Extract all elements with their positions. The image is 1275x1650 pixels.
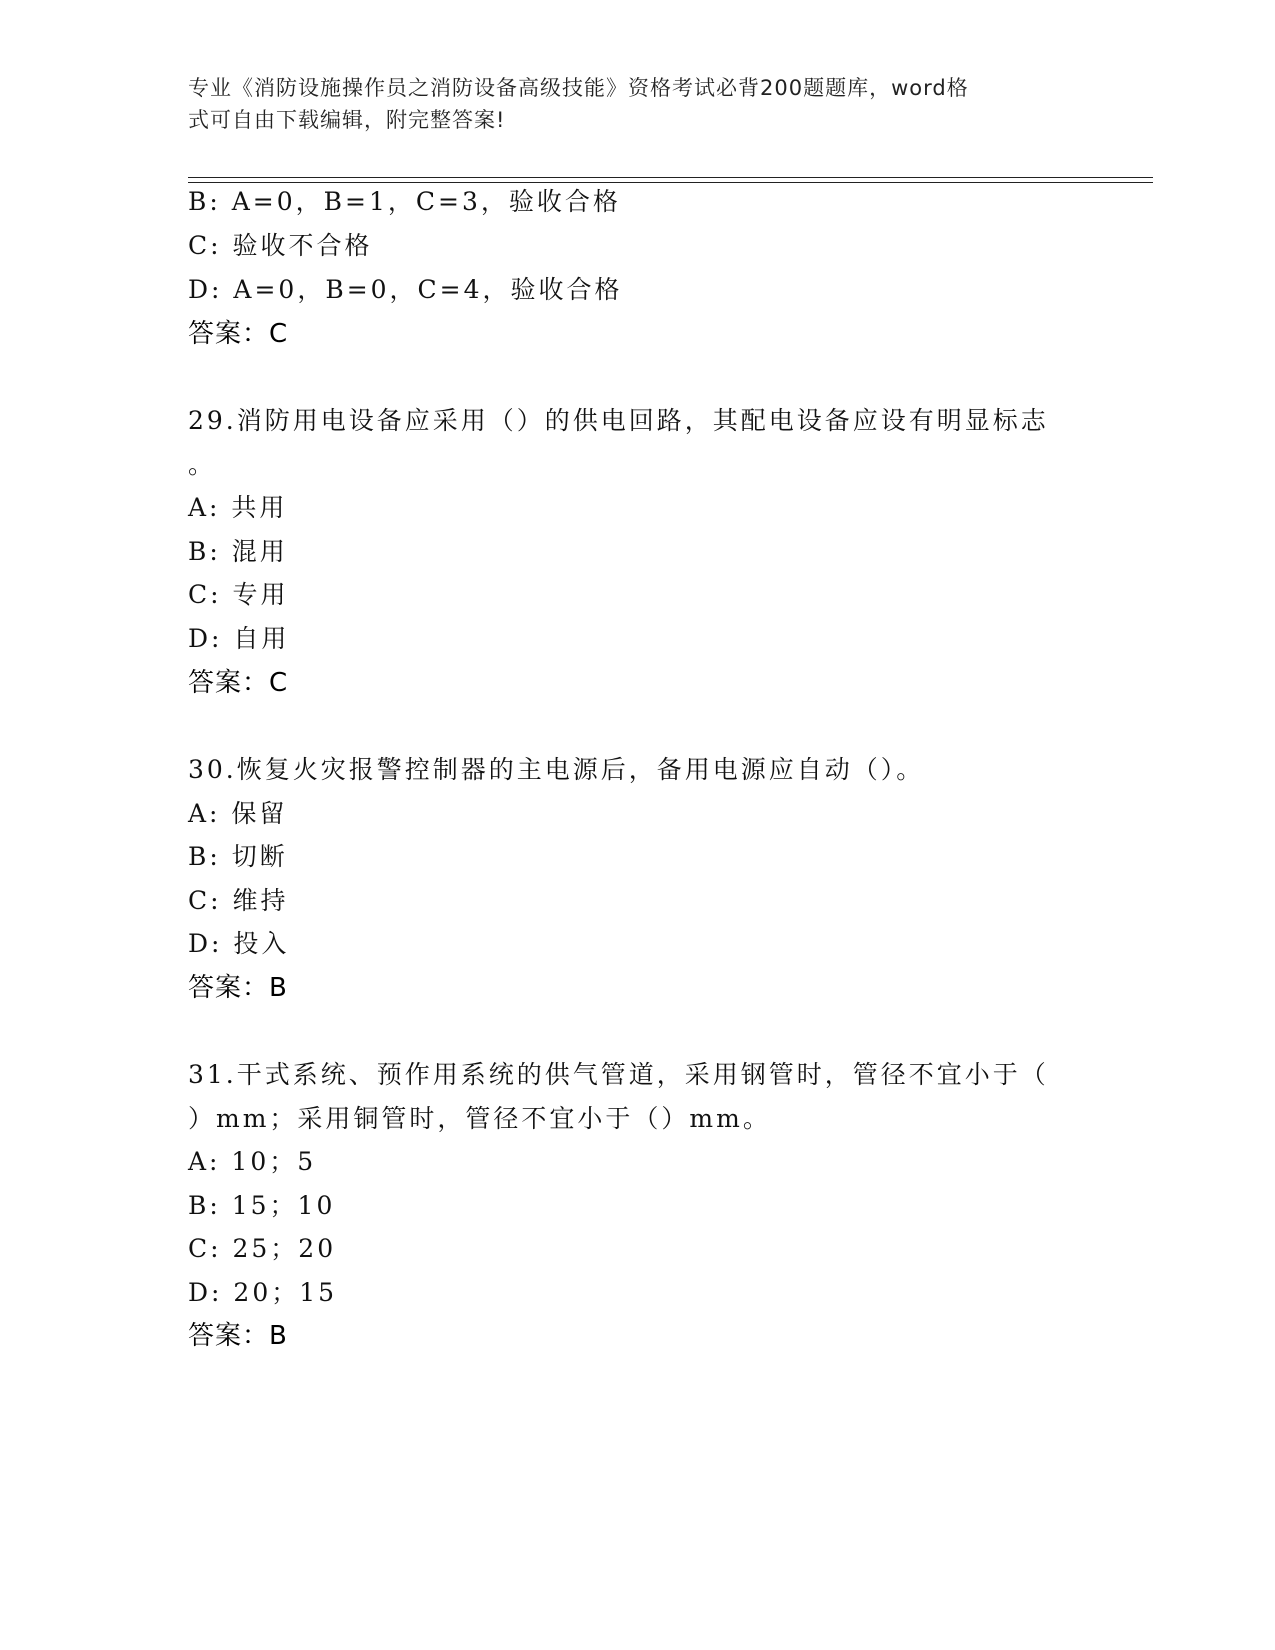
option-a: A: 保留 <box>188 799 288 828</box>
header-title-line-1: 专业《消防设施操作员之消防设备高级技能》资格考试必背200题题库，word格 <box>188 76 969 100</box>
option-c: C: 25；20 <box>188 1234 337 1263</box>
answer: 答案：B <box>188 973 288 1003</box>
option-d: D: 自用 <box>188 624 290 653</box>
option-d: D: 20；15 <box>188 1278 338 1307</box>
question-stem: 29.消防用电设备应采用（）的供电回路，其配电设备应设有明显标志 <box>188 406 1049 435</box>
answer: 答案：B <box>188 1321 288 1351</box>
question-stem-continued: 。 <box>188 450 217 479</box>
header-title-line-2: 式可自由下载编辑，附完整答案! <box>188 108 506 132</box>
option-b: B: 混用 <box>188 537 288 566</box>
option-b: B: 15；10 <box>188 1191 336 1220</box>
option-b: B: A=0，B=1，C=3，验收合格 <box>188 187 621 216</box>
option-d: D: 投入 <box>188 929 290 958</box>
option-c: C: 维持 <box>188 886 289 915</box>
header-divider-bottom <box>188 182 1153 183</box>
option-a: A: 10；5 <box>188 1147 317 1176</box>
option-d: D: A=0，B=0，C=4，验收合格 <box>188 275 623 304</box>
question-stem: 31.干式系统、预作用系统的供气管道，采用钢管时，管径不宜小于（ <box>188 1060 1049 1089</box>
option-c: C: 专用 <box>188 580 289 609</box>
header-divider-top <box>188 177 1153 178</box>
option-c: C: 验收不合格 <box>188 231 373 260</box>
option-a: A: 共用 <box>188 493 288 522</box>
question-stem: 30.恢复火灾报警控制器的主电源后，备用电源应自动（）。 <box>188 755 925 784</box>
question-stem-continued: ）mm；采用铜管时，管径不宜小于（）mm。 <box>188 1104 771 1133</box>
option-b: B: 切断 <box>188 842 288 871</box>
answer: 答案：C <box>188 668 289 698</box>
answer: 答案：C <box>188 319 289 349</box>
document-header <box>188 72 1068 136</box>
